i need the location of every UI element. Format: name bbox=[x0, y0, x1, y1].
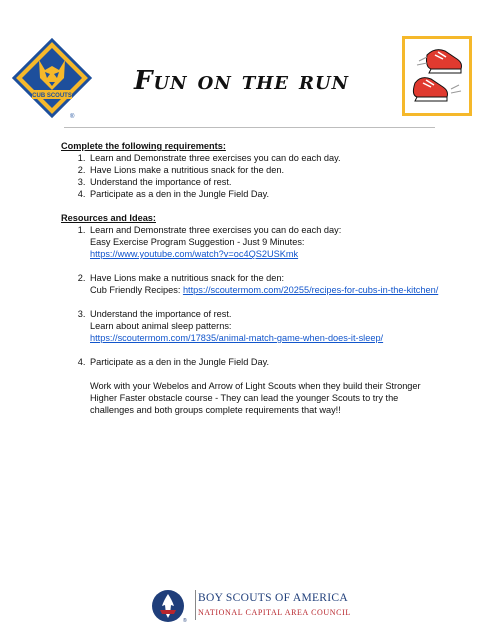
list-item: 3. Understand the importance of rest. bbox=[88, 176, 441, 188]
sneaker-icon bbox=[405, 39, 469, 113]
svg-text:®: ® bbox=[70, 114, 75, 120]
list-item bbox=[88, 272, 441, 296]
recipes-link[interactable]: https://scoutermom.com/20255/recipes-for-cubs-in-the-kitchen/ bbox=[182, 285, 439, 295]
cub-scouts-logo bbox=[12, 38, 92, 120]
resource-title: 1. Learn and Demonstrate three exercises you can do each day: bbox=[90, 225, 342, 235]
list-item: 1. Learn and Demonstrate three exercises you can do each day. bbox=[88, 152, 441, 164]
exercise-video-link[interactable]: https://www.youtube.com/watch?v=oc4QS2USKmk bbox=[90, 249, 299, 259]
list-item bbox=[88, 308, 441, 344]
requirements-list bbox=[61, 152, 441, 200]
resource-description: Learn about animal sleep patterns: bbox=[90, 321, 232, 331]
list-item bbox=[88, 356, 441, 416]
sleep-patterns-link[interactable]: https://scoutermom.com/17835/animal-match-game-when-does-it-sleep/ bbox=[90, 333, 384, 343]
svg-text:®: ® bbox=[183, 618, 187, 624]
requirements-heading: Complete the following requirements: bbox=[61, 141, 226, 151]
council-name: NATIONAL CAPITAL AREA COUNCIL bbox=[198, 608, 351, 617]
resource-paragraph: Work with your Webelos and Arrow of Light Scouts when they build their Stronger Higher Faster obstacle course - They can lead the younger Scouts to try the challenges and both groups complete requirements that way!! bbox=[90, 381, 421, 415]
bsa-footer bbox=[150, 588, 370, 624]
document-body bbox=[61, 140, 441, 416]
header-divider bbox=[64, 127, 435, 128]
running-shoes-image bbox=[402, 36, 472, 116]
bsa-name: BOY SCOUTS OF AMERICA bbox=[198, 592, 348, 604]
list-item: 4. Participate as a den in the Jungle Field Day. bbox=[88, 188, 441, 200]
list-item: 2. Have Lions make a nutritious snack for the den. bbox=[88, 164, 441, 176]
resource-title: 4. Participate as a den in the Jungle Field Day. bbox=[90, 357, 270, 367]
resource-description: Easy Exercise Program Suggestion - Just 9 Minutes: bbox=[90, 237, 305, 247]
list-item bbox=[88, 224, 441, 260]
page-title: Fun on the run bbox=[134, 66, 350, 96]
resource-title: 2. Have Lions make a nutritious snack for the den: bbox=[90, 273, 285, 283]
resources-heading: Resources and Ideas: bbox=[61, 213, 156, 223]
footer-divider bbox=[195, 590, 196, 620]
bsa-emblem-icon bbox=[150, 588, 190, 624]
resource-title: 3. Understand the importance of rest. bbox=[90, 309, 232, 319]
logo-text: CUB SCOUTS bbox=[32, 93, 72, 99]
resource-description: Cub Friendly Recipes: bbox=[90, 285, 183, 295]
resources-list bbox=[61, 224, 441, 416]
